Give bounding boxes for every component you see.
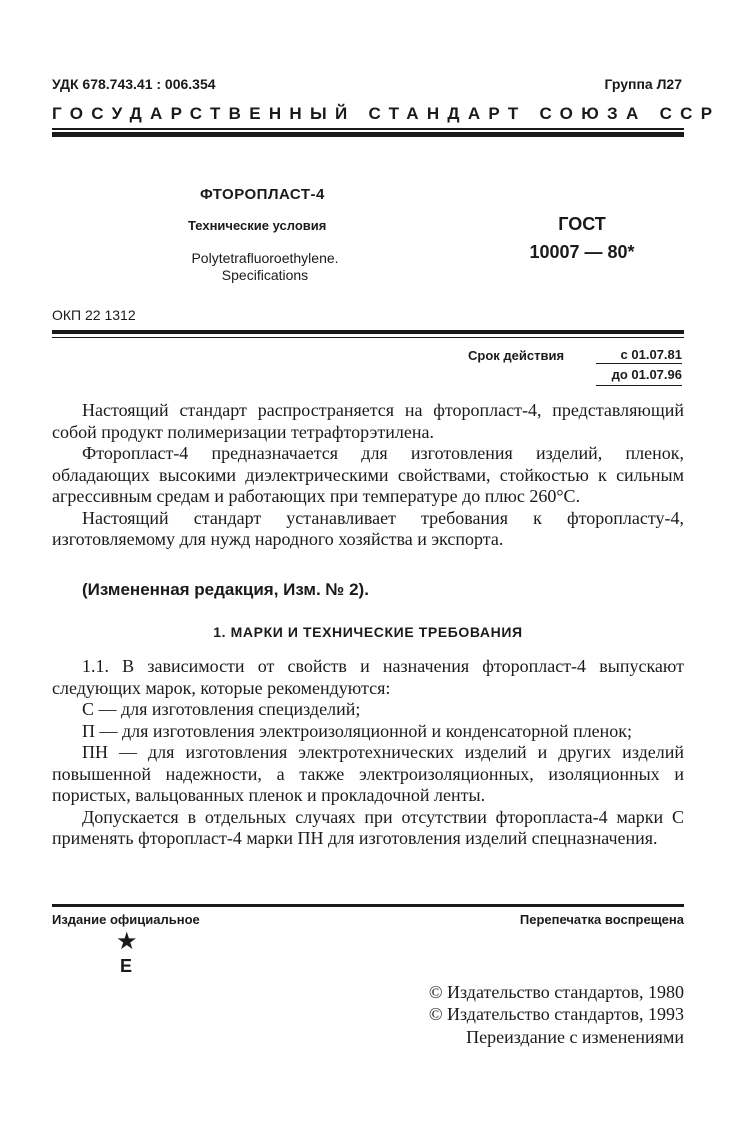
section-text	[52, 656, 684, 850]
reissue-note: Переиздание с изменениями	[466, 1027, 684, 1047]
title-rule-thin	[52, 337, 684, 338]
english-title-line2: Specifications	[221, 267, 309, 283]
intro-paragraph	[52, 508, 684, 551]
title-rule-thick	[52, 330, 684, 334]
intro-text	[52, 400, 684, 551]
section-paragraph	[52, 807, 684, 850]
okp-code: ОКП 22 1312	[52, 307, 136, 323]
grade-item	[52, 721, 684, 743]
footer-rule	[52, 904, 684, 907]
validity-from: с 01.07.81	[596, 347, 682, 364]
section-paragraph	[52, 656, 684, 699]
section-p2: Допускается в отдельных случаях при отсутствии фторопласта-4 марки С применять фторопласт-4 марки ПН для изготовления изделий спецназначения.	[52, 806, 684, 848]
grade-pn: ПН — для изготовления электротехнических изделий и других изделий повышенной надежности, а также электроизоляционных, изоляционных и пористых, вальцованных пленок и прокладочной ленты.	[52, 742, 684, 805]
gost-label: ГОСТ	[558, 214, 606, 234]
document-subtitle: Технические условия	[188, 218, 327, 233]
grade-c: С — для изготовления специзделий;	[82, 699, 361, 719]
english-title	[150, 250, 380, 284]
header-rule-thin	[52, 128, 684, 130]
udk-code: УДК 678.743.41 : 006.354	[52, 76, 216, 92]
grade-item	[52, 742, 684, 807]
section-title: 1. МАРКИ И ТЕХНИЧЕСКИЕ ТРЕБОВАНИЯ	[213, 624, 523, 640]
validity-to: до 01.07.96	[611, 367, 682, 382]
star-icon: ★	[116, 929, 138, 955]
section-p1: 1.1. В зависимости от свойств и назначения фторопласт-4 выпускают следующих марок, которые рекомендуются:	[52, 656, 684, 698]
group-code: Группа Л27	[604, 76, 682, 92]
document-title: ФТОРОПЛАСТ-4	[200, 186, 325, 203]
state-standard-heading: ГОСУДАРСТВЕННЫЙ СТАНДАРТ СОЮЗА ССР	[52, 104, 721, 123]
intro-p2: Фторопласт-4 предназначается для изготовления изделий, пленок, обладающих высокими диэлектрическими свойствами, стойкостью к сильным агрессивным средам и работающих при температуре до плюс 260°С.	[52, 443, 684, 506]
copyright-1993: © Издательство стандартов, 1993	[428, 1004, 684, 1024]
edition-letter: Е	[120, 956, 133, 976]
amendment-note: (Измененная редакция, Изм. № 2).	[82, 580, 369, 599]
grade-p: П — для изготовления электроизоляционной и конденсаторной пленок;	[82, 720, 633, 741]
gost-designation	[522, 210, 642, 266]
intro-p3: Настоящий стандарт устанавливает требования к фторопласту-4, изготовляемому для нужд народного хозяйства и экспорта.	[52, 507, 684, 549]
reprint-prohibited: Перепечатка воспрещена	[519, 912, 684, 927]
intro-paragraph	[52, 400, 684, 443]
header-rule-thick	[52, 132, 684, 137]
official-edition: Издание официальное	[52, 912, 200, 927]
english-title-line1: Polytetrafluoroethylene.	[191, 250, 339, 266]
validity-rule	[596, 385, 682, 386]
intro-p1: Настоящий стандарт распространяется на фторопласт-4, представляющий собой продукт полимеризации тетрафторэтилена.	[52, 400, 684, 442]
validity-label: Срок действия	[468, 348, 565, 363]
grade-item	[52, 699, 684, 721]
gost-number: 10007 — 80*	[529, 242, 635, 262]
intro-paragraph	[52, 443, 684, 508]
copyright-1980: © Издательство стандартов, 1980	[428, 982, 684, 1002]
